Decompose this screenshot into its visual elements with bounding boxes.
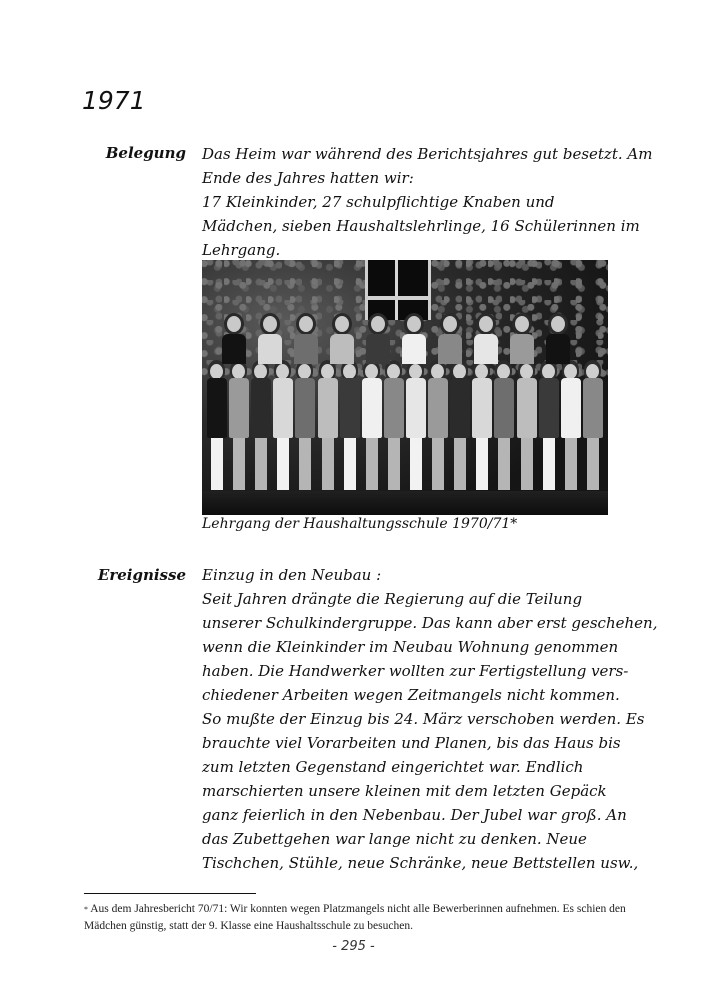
text-line: Tischchen, Stühle, neue Schränke, neue Bettstellen usw., — [202, 854, 639, 872]
photo-figure-back-row-body — [474, 334, 498, 364]
text-line: unserer Schulkindergruppe. Das kann aber erst geschehen, — [202, 614, 658, 632]
photo-figure-back-row-body — [222, 334, 246, 364]
photo-figure-back-row — [227, 316, 241, 332]
ereignisse-text — [202, 563, 657, 875]
photo-figure-back-row-body — [546, 334, 570, 364]
text-line: das Zubettgehen war lange nicht zu denken. Neue — [202, 830, 587, 848]
photo-figure-back-row-body — [258, 334, 282, 364]
photo-caption: Lehrgang der Haushaltungsschule 1970/71* — [202, 516, 518, 532]
text-line: haben. Die Handwerker wollten zur Fertigstellung vers- — [202, 662, 629, 680]
photo-figure — [583, 308, 603, 493]
text-line: chiedener Arbeiten wegen Zeitmangels nicht kommen. — [202, 686, 620, 704]
photo-figure-back-row-body — [366, 334, 390, 364]
page-number: - 295 - — [332, 939, 375, 954]
footnote — [84, 901, 644, 935]
photo-figure-back-row — [551, 316, 565, 332]
photo-figure-back-row-body — [438, 334, 462, 364]
photo-figure-back-row — [443, 316, 457, 332]
text-line: 17 Kleinkinder, 27 schulpflichtige Knaben und — [202, 193, 555, 211]
ground — [202, 491, 608, 515]
group-photo — [202, 260, 608, 515]
text-line: Seit Jahren drängte die Regierung auf die Teilung — [202, 590, 583, 608]
text-line: So mußte der Einzug bis 24. März verschoben werden. Es — [202, 710, 645, 728]
footnote-marker: * — [84, 905, 88, 914]
photo-figure-back-row-body — [294, 334, 318, 364]
belegung-text — [202, 142, 652, 262]
text-line: Mädchen, sieben Haushaltslehrlinge, 16 Schülerinnen im — [202, 217, 640, 235]
text-line: Das Heim war während des Berichtsjahres gut besetzt. Am — [202, 145, 653, 163]
photo-figure-back-row-body — [402, 334, 426, 364]
photo-figure-back-row — [371, 316, 385, 332]
text-line: zum letzten Gegenstand eingerichtet war. Endlich — [202, 758, 584, 776]
photo-figure-back-row — [299, 316, 313, 332]
text-line: Ende des Jahres hatten wir: — [202, 169, 414, 187]
section-label-belegung: Belegung — [105, 144, 186, 162]
text-line: wenn die Kleinkinder im Neubau Wohnung genommen — [202, 638, 619, 656]
section-label-ereignisse: Ereignisse — [97, 566, 186, 584]
text-line: brauchte viel Vorarbeiten und Planen, bis das Haus bis — [202, 734, 621, 752]
photo-figure-back-row-body — [330, 334, 354, 364]
photo-figure-back-row-body — [510, 334, 534, 364]
text-line: Lehrgang. — [202, 241, 281, 259]
photo-figure-back-row — [407, 316, 421, 332]
footnote-text: Aus dem Jahresbericht 70/71: Wir konnten wegen Platzmangels nicht alle Bewerberinnen aufnehmen. Es schien den Mädchen günstig, statt der 9. Klasse eine Haushaltsschule zu besuchen. — [84, 903, 626, 932]
photo-figure-back-row — [479, 316, 493, 332]
photo-figure-back-row — [335, 316, 349, 332]
footnote-divider — [84, 893, 256, 894]
text-line: marschierten unsere kleinen mit dem letzten Gepäck — [202, 782, 607, 800]
text-line: Einzug in den Neubau : — [202, 566, 382, 584]
year-heading: 1971 — [82, 86, 146, 115]
text-line: ganz feierlich in den Nebenbau. Der Jubel war groß. An — [202, 806, 627, 824]
group-of-people — [202, 308, 608, 493]
photo-figure-back-row — [515, 316, 529, 332]
photo-figure-back-row — [263, 316, 277, 332]
